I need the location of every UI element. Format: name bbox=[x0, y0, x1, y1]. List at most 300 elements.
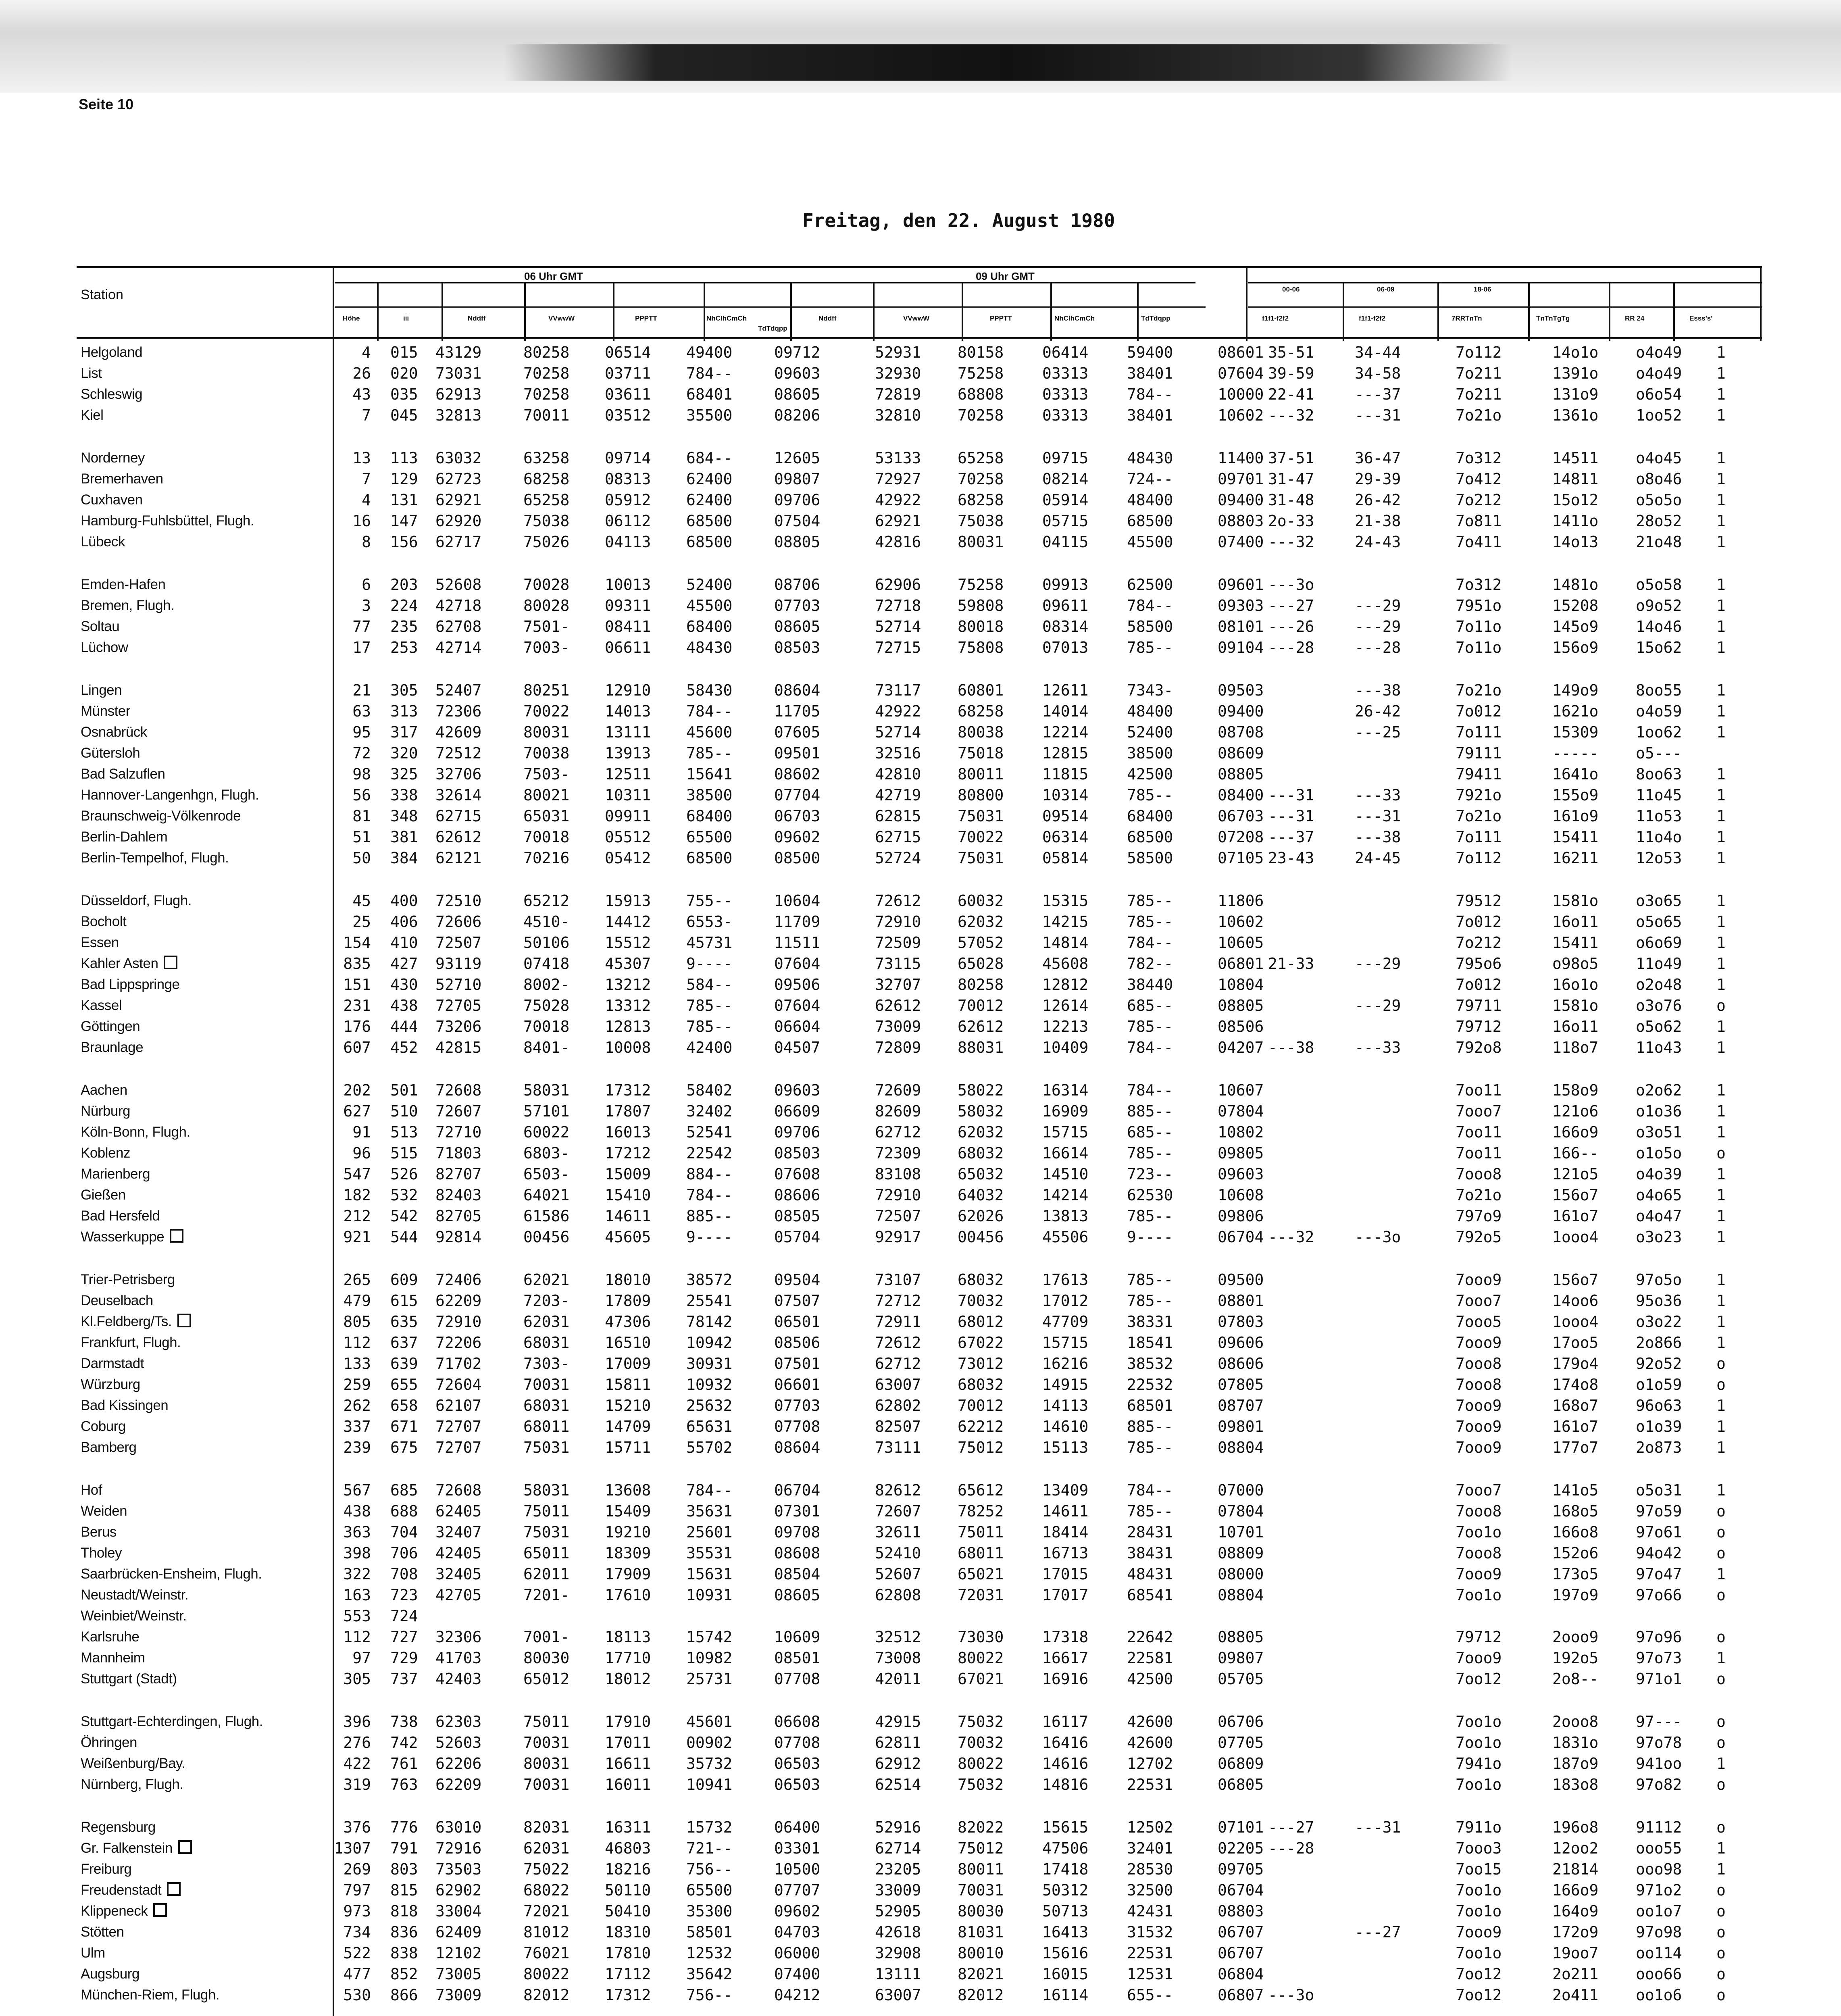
obs-09-value: 03313 bbox=[1042, 385, 1089, 403]
obs-06-value: 22542 bbox=[686, 1144, 733, 1162]
header-col-cloud-06: NhClhCmCh bbox=[706, 314, 747, 322]
obs-06-value: 584-- bbox=[686, 976, 733, 993]
obs-09-value: 42500 bbox=[1127, 1670, 1173, 1688]
obs-09-value: 04115 bbox=[1042, 533, 1089, 551]
summary-value: o bbox=[1716, 1776, 1726, 1793]
obs-09-value: 08803 bbox=[1218, 1902, 1264, 1920]
table-row bbox=[77, 1290, 1770, 1311]
summary-value: 79711 bbox=[1456, 997, 1502, 1014]
obs-06-value: 17312 bbox=[605, 1081, 651, 1099]
obs-09-value: 784-- bbox=[1127, 385, 1173, 403]
table-row bbox=[77, 1206, 1770, 1227]
summary-value: 795o6 bbox=[1456, 955, 1502, 973]
obs-06-value: 14013 bbox=[605, 702, 651, 720]
obs-09-value: 45500 bbox=[1127, 533, 1173, 551]
obs-09-value: 782-- bbox=[1127, 955, 1173, 973]
station-name: Weißenburg/Bay. bbox=[81, 1756, 185, 1771]
summary-value: 166o8 bbox=[1552, 1523, 1599, 1541]
summary-value: 1411o bbox=[1552, 512, 1599, 530]
summary-value: ---26 bbox=[1268, 618, 1314, 635]
obs-09-value: 72507 bbox=[875, 1207, 921, 1225]
station-height: 305 bbox=[343, 1670, 371, 1688]
obs-06-value: 62031 bbox=[523, 1313, 570, 1331]
summary-value: ---28 bbox=[1268, 1839, 1314, 1857]
obs-06-value: 00456 bbox=[523, 1228, 570, 1246]
summary-value: 797o9 bbox=[1456, 1207, 1502, 1225]
station-index: 400 bbox=[390, 892, 418, 910]
obs-09-value: 09303 bbox=[1218, 597, 1264, 614]
obs-09-value: 06314 bbox=[1042, 828, 1089, 846]
obs-06-value: 80258 bbox=[523, 344, 570, 361]
obs-06-value: 52710 bbox=[435, 976, 482, 993]
obs-09-value: 06707 bbox=[1218, 1944, 1264, 1962]
obs-06-value: 72021 bbox=[523, 1902, 570, 1920]
summary-value: ---38 bbox=[1268, 1039, 1314, 1056]
obs-06-value: 72406 bbox=[435, 1271, 482, 1289]
summary-value: 97o82 bbox=[1636, 1776, 1682, 1793]
summary-value: o bbox=[1716, 1818, 1726, 1836]
obs-09-value: 32512 bbox=[875, 1628, 921, 1646]
obs-06-value: 32306 bbox=[435, 1628, 482, 1646]
station-height: 43 bbox=[352, 385, 371, 403]
obs-09-value: 62808 bbox=[875, 1586, 921, 1604]
obs-06-value: 42609 bbox=[435, 723, 482, 741]
summary-value: 1 bbox=[1716, 807, 1726, 825]
obs-09-value: 81031 bbox=[958, 1923, 1004, 1941]
summary-value: ---33 bbox=[1355, 786, 1401, 804]
summary-value: ---31 bbox=[1355, 1818, 1401, 1836]
summary-value: ---27 bbox=[1268, 597, 1314, 614]
obs-09-value: 08609 bbox=[1218, 744, 1264, 762]
station-index: 737 bbox=[390, 1670, 418, 1688]
obs-06-value: 70028 bbox=[523, 576, 570, 594]
obs-06-value: 62206 bbox=[435, 1755, 482, 1772]
obs-06-value: 15732 bbox=[686, 1818, 733, 1836]
obs-06-value: 55702 bbox=[686, 1439, 733, 1456]
station-index: 761 bbox=[390, 1755, 418, 1772]
summary-value: o bbox=[1716, 1144, 1726, 1162]
obs-06-value: 70031 bbox=[523, 1376, 570, 1393]
summary-value: 177o7 bbox=[1552, 1439, 1599, 1456]
table-row bbox=[77, 932, 1770, 953]
summary-value: 1 bbox=[1716, 1228, 1726, 1246]
summary-value: 161o7 bbox=[1552, 1207, 1599, 1225]
obs-06-value: 72705 bbox=[435, 997, 482, 1014]
obs-06-value: 61586 bbox=[523, 1207, 570, 1225]
summary-value: 79512 bbox=[1456, 892, 1502, 910]
table-row bbox=[77, 827, 1770, 848]
summary-value: 166o9 bbox=[1552, 1881, 1599, 1899]
obs-06-value: 08805 bbox=[774, 533, 821, 551]
obs-06-value: 06609 bbox=[774, 1102, 821, 1120]
summary-value: ---27 bbox=[1355, 1923, 1401, 1941]
obs-06-value: 06601 bbox=[774, 1376, 821, 1393]
summary-value: 7o112 bbox=[1456, 849, 1502, 867]
obs-09-value: 10802 bbox=[1218, 1123, 1264, 1141]
summary-value: 7o411 bbox=[1456, 533, 1502, 551]
station-name: Freiburg bbox=[81, 1861, 132, 1877]
obs-06-value: 13212 bbox=[605, 976, 651, 993]
obs-06-value: 45600 bbox=[686, 723, 733, 741]
obs-06-value: 05512 bbox=[605, 828, 651, 846]
obs-09-value: 02205 bbox=[1218, 1839, 1264, 1857]
station-index: 253 bbox=[390, 639, 418, 656]
table-row bbox=[77, 1732, 1770, 1753]
obs-06-value: 43129 bbox=[435, 344, 482, 361]
station-index: 671 bbox=[390, 1418, 418, 1435]
summary-value: ---31 bbox=[1268, 807, 1314, 825]
obs-06-value: 58031 bbox=[523, 1481, 570, 1499]
summary-value: 1 bbox=[1716, 385, 1726, 403]
obs-09-value: 38532 bbox=[1127, 1355, 1173, 1372]
summary-value: 172o9 bbox=[1552, 1923, 1599, 1941]
summary-value: 7ooo9 bbox=[1456, 1418, 1502, 1435]
station-index: 035 bbox=[390, 385, 418, 403]
summary-value: o4o59 bbox=[1636, 702, 1682, 720]
obs-09-value: 62500 bbox=[1127, 576, 1173, 594]
obs-09-value: 08805 bbox=[1218, 997, 1264, 1014]
station-name: Mannheim bbox=[81, 1650, 145, 1666]
obs-06-value: 38500 bbox=[686, 786, 733, 804]
summary-value: 7oo12 bbox=[1456, 1670, 1502, 1688]
obs-09-value: 08000 bbox=[1218, 1565, 1264, 1583]
obs-09-value: 42618 bbox=[875, 1923, 921, 1941]
obs-09-value: 18414 bbox=[1042, 1523, 1089, 1541]
header-col-rrtn: 7RRTnTn bbox=[1452, 314, 1482, 322]
station-name: Marienberg bbox=[81, 1166, 150, 1182]
station-height: 477 bbox=[343, 1965, 371, 1983]
summary-value: o bbox=[1716, 1355, 1726, 1372]
obs-09-value: 52714 bbox=[875, 723, 921, 741]
obs-06-value: 04507 bbox=[774, 1039, 821, 1056]
summary-value: 1oo62 bbox=[1636, 723, 1682, 741]
obs-06-value: 9---- bbox=[686, 955, 733, 973]
obs-06-value: 17810 bbox=[605, 1944, 651, 1962]
obs-06-value: 7503- bbox=[523, 765, 570, 783]
obs-09-value: 72910 bbox=[875, 913, 921, 931]
header-col-tntn: TnTnTgTg bbox=[1536, 314, 1570, 322]
obs-09-value: 68032 bbox=[958, 1144, 1004, 1162]
station-height: 438 bbox=[343, 1502, 371, 1520]
summary-value: 15411 bbox=[1552, 828, 1599, 846]
station-name: Trier-Petrisberg bbox=[81, 1272, 175, 1287]
station-height: 154 bbox=[343, 934, 371, 952]
summary-value: 7oo11 bbox=[1456, 1144, 1502, 1162]
obs-09-value: 17015 bbox=[1042, 1565, 1089, 1583]
station-height: 322 bbox=[343, 1565, 371, 1583]
summary-value: 1641o bbox=[1552, 765, 1599, 783]
obs-06-value: 62021 bbox=[523, 1271, 570, 1289]
summary-value: 792o8 bbox=[1456, 1039, 1502, 1056]
obs-06-value: 17909 bbox=[605, 1565, 651, 1583]
obs-06-value: 58501 bbox=[686, 1923, 733, 1941]
summary-value: o3o23 bbox=[1636, 1228, 1682, 1246]
obs-09-value: 885-- bbox=[1127, 1418, 1173, 1435]
obs-09-value: 75258 bbox=[958, 576, 1004, 594]
summary-value: 94o42 bbox=[1636, 1544, 1682, 1562]
summary-value: 21o48 bbox=[1636, 533, 1682, 551]
obs-09-value: 14814 bbox=[1042, 934, 1089, 952]
obs-09-value: 13813 bbox=[1042, 1207, 1089, 1225]
obs-06-value: 08602 bbox=[774, 765, 821, 783]
summary-value: 97o59 bbox=[1636, 1502, 1682, 1520]
obs-09-value: 52916 bbox=[875, 1818, 921, 1836]
obs-09-value: 16015 bbox=[1042, 1965, 1089, 1983]
station-name: Bremerhaven bbox=[81, 471, 163, 487]
table-row bbox=[77, 637, 1770, 658]
obs-06-value: 06611 bbox=[605, 639, 651, 656]
station-index: 410 bbox=[390, 934, 418, 952]
obs-09-value: 12815 bbox=[1042, 744, 1089, 762]
obs-06-value: 47306 bbox=[605, 1313, 651, 1331]
obs-06-value: 17009 bbox=[605, 1355, 651, 1372]
station-name: Weiden bbox=[81, 1503, 127, 1519]
obs-09-value: 42816 bbox=[875, 533, 921, 551]
obs-06-value: 03711 bbox=[605, 364, 651, 382]
summary-value: 34-44 bbox=[1355, 344, 1401, 361]
obs-09-value: 07013 bbox=[1042, 639, 1089, 656]
summary-value: 26-42 bbox=[1355, 702, 1401, 720]
summary-value: 1 bbox=[1716, 765, 1726, 783]
obs-09-value: 72612 bbox=[875, 892, 921, 910]
table-row bbox=[77, 448, 1770, 469]
obs-06-value: 10013 bbox=[605, 576, 651, 594]
obs-09-value: 32516 bbox=[875, 744, 921, 762]
summary-value: 192o5 bbox=[1552, 1649, 1599, 1667]
station-height: 398 bbox=[343, 1544, 371, 1562]
obs-06-value: 756-- bbox=[686, 1986, 733, 2004]
summary-value: o bbox=[1716, 1586, 1726, 1604]
obs-09-value: 10608 bbox=[1218, 1186, 1264, 1204]
station-height: 4 bbox=[362, 491, 371, 509]
obs-06-value: 10311 bbox=[605, 786, 651, 804]
obs-06-value: 09603 bbox=[774, 1081, 821, 1099]
obs-09-value: 10602 bbox=[1218, 913, 1264, 931]
summary-value: 95o36 bbox=[1636, 1292, 1682, 1310]
obs-06-value: 68011 bbox=[523, 1418, 570, 1435]
obs-06-value: 80031 bbox=[523, 1755, 570, 1772]
station-name: Tholey bbox=[81, 1545, 122, 1561]
obs-06-value: 68258 bbox=[523, 470, 570, 488]
obs-06-value: 70031 bbox=[523, 1734, 570, 1752]
obs-09-value: 785-- bbox=[1127, 913, 1173, 931]
obs-06-value: 35631 bbox=[686, 1502, 733, 1520]
station-name: Bad Lippspringe bbox=[81, 977, 180, 992]
summary-value: 156o7 bbox=[1552, 1271, 1599, 1289]
summary-value: 1 bbox=[1716, 344, 1726, 361]
summary-value: 1 bbox=[1716, 1207, 1726, 1225]
obs-06-value: 82031 bbox=[523, 1818, 570, 1836]
summary-value: 1831o bbox=[1552, 1734, 1599, 1752]
obs-06-value: 58031 bbox=[523, 1081, 570, 1099]
obs-09-value: 92917 bbox=[875, 1228, 921, 1246]
obs-06-value: 785-- bbox=[686, 744, 733, 762]
summary-value: 79111 bbox=[1456, 744, 1502, 762]
obs-06-value: 72606 bbox=[435, 913, 482, 931]
station-index: 729 bbox=[390, 1649, 418, 1667]
summary-value: o bbox=[1716, 1628, 1726, 1646]
table-row bbox=[77, 489, 1770, 510]
obs-06-value: 92814 bbox=[435, 1228, 482, 1246]
station-index: 501 bbox=[390, 1081, 418, 1099]
summary-value: 21814 bbox=[1552, 1860, 1599, 1878]
obs-09-value: 75012 bbox=[958, 1839, 1004, 1857]
obs-06-value: 62409 bbox=[435, 1923, 482, 1941]
obs-06-value: 75031 bbox=[523, 1523, 570, 1541]
obs-09-value: 73107 bbox=[875, 1271, 921, 1289]
obs-06-value: 12102 bbox=[435, 1944, 482, 1962]
summary-value: 7o012 bbox=[1456, 913, 1502, 931]
obs-06-value: 62031 bbox=[523, 1839, 570, 1857]
obs-06-value: 10982 bbox=[686, 1649, 733, 1667]
summary-value: 7o811 bbox=[1456, 512, 1502, 530]
summary-value: o bbox=[1716, 1923, 1726, 1941]
obs-06-value: 07707 bbox=[774, 1881, 821, 1899]
obs-06-value: 62107 bbox=[435, 1397, 482, 1414]
obs-09-value: 09606 bbox=[1218, 1334, 1264, 1352]
obs-06-value: 68401 bbox=[686, 385, 733, 403]
header-group-c2: 06-09 bbox=[1377, 285, 1395, 293]
obs-09-value: 10701 bbox=[1218, 1523, 1264, 1541]
obs-06-value: 46803 bbox=[605, 1839, 651, 1857]
mountain-station-box-icon bbox=[167, 1882, 181, 1896]
summary-value: ---29 bbox=[1355, 997, 1401, 1014]
station-index: 704 bbox=[390, 1523, 418, 1541]
obs-09-value: 70012 bbox=[958, 1397, 1004, 1414]
obs-09-value: 59400 bbox=[1127, 344, 1173, 361]
obs-06-value: 68400 bbox=[686, 618, 733, 635]
summary-value: 7o21o bbox=[1456, 1186, 1502, 1204]
obs-06-value: 12532 bbox=[686, 1944, 733, 1962]
obs-06-value: 38572 bbox=[686, 1271, 733, 1289]
obs-06-value: 15811 bbox=[605, 1376, 651, 1393]
obs-06-value: 42714 bbox=[435, 639, 482, 656]
summary-value: 1ooo4 bbox=[1552, 1313, 1599, 1331]
obs-06-value: 08411 bbox=[605, 618, 651, 635]
summary-value: 1361o bbox=[1552, 406, 1599, 424]
obs-09-value: 15315 bbox=[1042, 892, 1089, 910]
obs-09-value: 18541 bbox=[1127, 1334, 1173, 1352]
station-index: 515 bbox=[390, 1144, 418, 1162]
summary-value: 7oo15 bbox=[1456, 1860, 1502, 1878]
obs-06-value: 09311 bbox=[605, 597, 651, 614]
obs-06-value: 18216 bbox=[605, 1860, 651, 1878]
station-index: 791 bbox=[390, 1839, 418, 1857]
obs-06-value: 80022 bbox=[523, 1965, 570, 1983]
obs-09-value: 68808 bbox=[958, 385, 1004, 403]
table-row bbox=[77, 1311, 1770, 1332]
obs-06-value: 721-- bbox=[686, 1839, 733, 1857]
obs-06-value: 32706 bbox=[435, 765, 482, 783]
summary-value: 1 bbox=[1716, 913, 1726, 931]
obs-09-value: 08803 bbox=[1218, 512, 1264, 530]
summary-value: ---33 bbox=[1355, 1039, 1401, 1056]
obs-06-value: 62400 bbox=[686, 491, 733, 509]
station-index: 723 bbox=[390, 1586, 418, 1604]
summary-value: 97o61 bbox=[1636, 1523, 1682, 1541]
station-name: Würzburg bbox=[81, 1377, 140, 1392]
header-col-cloud-09: NhClhCmCh bbox=[1054, 314, 1095, 322]
obs-06-value: 18310 bbox=[605, 1923, 651, 1941]
obs-06-value: 06703 bbox=[774, 807, 821, 825]
obs-06-value: 15410 bbox=[605, 1186, 651, 1204]
obs-09-value: 80158 bbox=[958, 344, 1004, 361]
summary-value: 79712 bbox=[1456, 1628, 1502, 1646]
obs-09-value: 12502 bbox=[1127, 1818, 1173, 1836]
summary-value: o4o45 bbox=[1636, 449, 1682, 467]
obs-06-value: 07604 bbox=[774, 997, 821, 1014]
station-name: Deuselbach bbox=[81, 1293, 153, 1308]
obs-09-value: 06707 bbox=[1218, 1923, 1264, 1941]
obs-06-value: 70018 bbox=[523, 828, 570, 846]
obs-09-value: 52400 bbox=[1127, 723, 1173, 741]
obs-06-value: 03611 bbox=[605, 385, 651, 403]
obs-09-value: 80031 bbox=[958, 533, 1004, 551]
summary-value: 1 bbox=[1716, 576, 1726, 594]
obs-09-value: 45506 bbox=[1042, 1228, 1089, 1246]
obs-09-value: 62921 bbox=[875, 512, 921, 530]
summary-value: 39-59 bbox=[1268, 364, 1314, 382]
obs-06-value: 07604 bbox=[774, 955, 821, 973]
obs-09-value: 62032 bbox=[958, 1123, 1004, 1141]
obs-06-value: 03301 bbox=[774, 1839, 821, 1857]
table-row bbox=[77, 974, 1770, 995]
station-name: Bad Hersfeld bbox=[81, 1208, 160, 1224]
obs-09-value: 785-- bbox=[1127, 1439, 1173, 1456]
station-height: 96 bbox=[352, 1144, 371, 1162]
obs-06-value: 17112 bbox=[605, 1965, 651, 1983]
obs-06-value: 70018 bbox=[523, 1018, 570, 1035]
table-row bbox=[77, 764, 1770, 785]
station-name: Essen bbox=[81, 935, 119, 950]
station-index: 235 bbox=[390, 618, 418, 635]
obs-09-value: 10602 bbox=[1218, 406, 1264, 424]
obs-06-value: 72512 bbox=[435, 744, 482, 762]
obs-09-value: 48430 bbox=[1127, 449, 1173, 467]
obs-09-value: 33009 bbox=[875, 1881, 921, 1899]
summary-value: 1 bbox=[1716, 491, 1726, 509]
obs-06-value: 82012 bbox=[523, 1986, 570, 2004]
summary-value: 28o52 bbox=[1636, 512, 1682, 530]
obs-06-value: 72608 bbox=[435, 1081, 482, 1099]
obs-06-value: 08706 bbox=[774, 576, 821, 594]
obs-06-value: 9---- bbox=[686, 1228, 733, 1246]
summary-value: 7oo1o bbox=[1456, 1881, 1502, 1899]
obs-09-value: 08606 bbox=[1218, 1355, 1264, 1372]
summary-value: 7ooo9 bbox=[1456, 1649, 1502, 1667]
obs-09-value: 70012 bbox=[958, 997, 1004, 1014]
obs-09-value: 09503 bbox=[1218, 681, 1264, 699]
obs-06-value: 62209 bbox=[435, 1776, 482, 1793]
obs-09-value: 06807 bbox=[1218, 1986, 1264, 2004]
summary-value: 7o21o bbox=[1456, 807, 1502, 825]
obs-09-value: 784-- bbox=[1127, 1081, 1173, 1099]
obs-06-value: 16611 bbox=[605, 1755, 651, 1772]
obs-06-value: 72608 bbox=[435, 1481, 482, 1499]
obs-09-value: 685-- bbox=[1127, 997, 1173, 1014]
summary-value: ---3o bbox=[1268, 576, 1314, 594]
station-index: 637 bbox=[390, 1334, 418, 1352]
obs-09-value: 68258 bbox=[958, 702, 1004, 720]
obs-06-value: 62303 bbox=[435, 1713, 482, 1731]
summary-value: 7oo1o bbox=[1456, 1776, 1502, 1793]
summary-value: 1 bbox=[1716, 1039, 1726, 1056]
station-height: 973 bbox=[343, 1902, 371, 1920]
summary-value: 7911o bbox=[1456, 1818, 1502, 1836]
obs-06-value: 07507 bbox=[774, 1292, 821, 1310]
obs-06-value: 08605 bbox=[774, 1586, 821, 1604]
mountain-station-box-icon bbox=[177, 1314, 191, 1327]
